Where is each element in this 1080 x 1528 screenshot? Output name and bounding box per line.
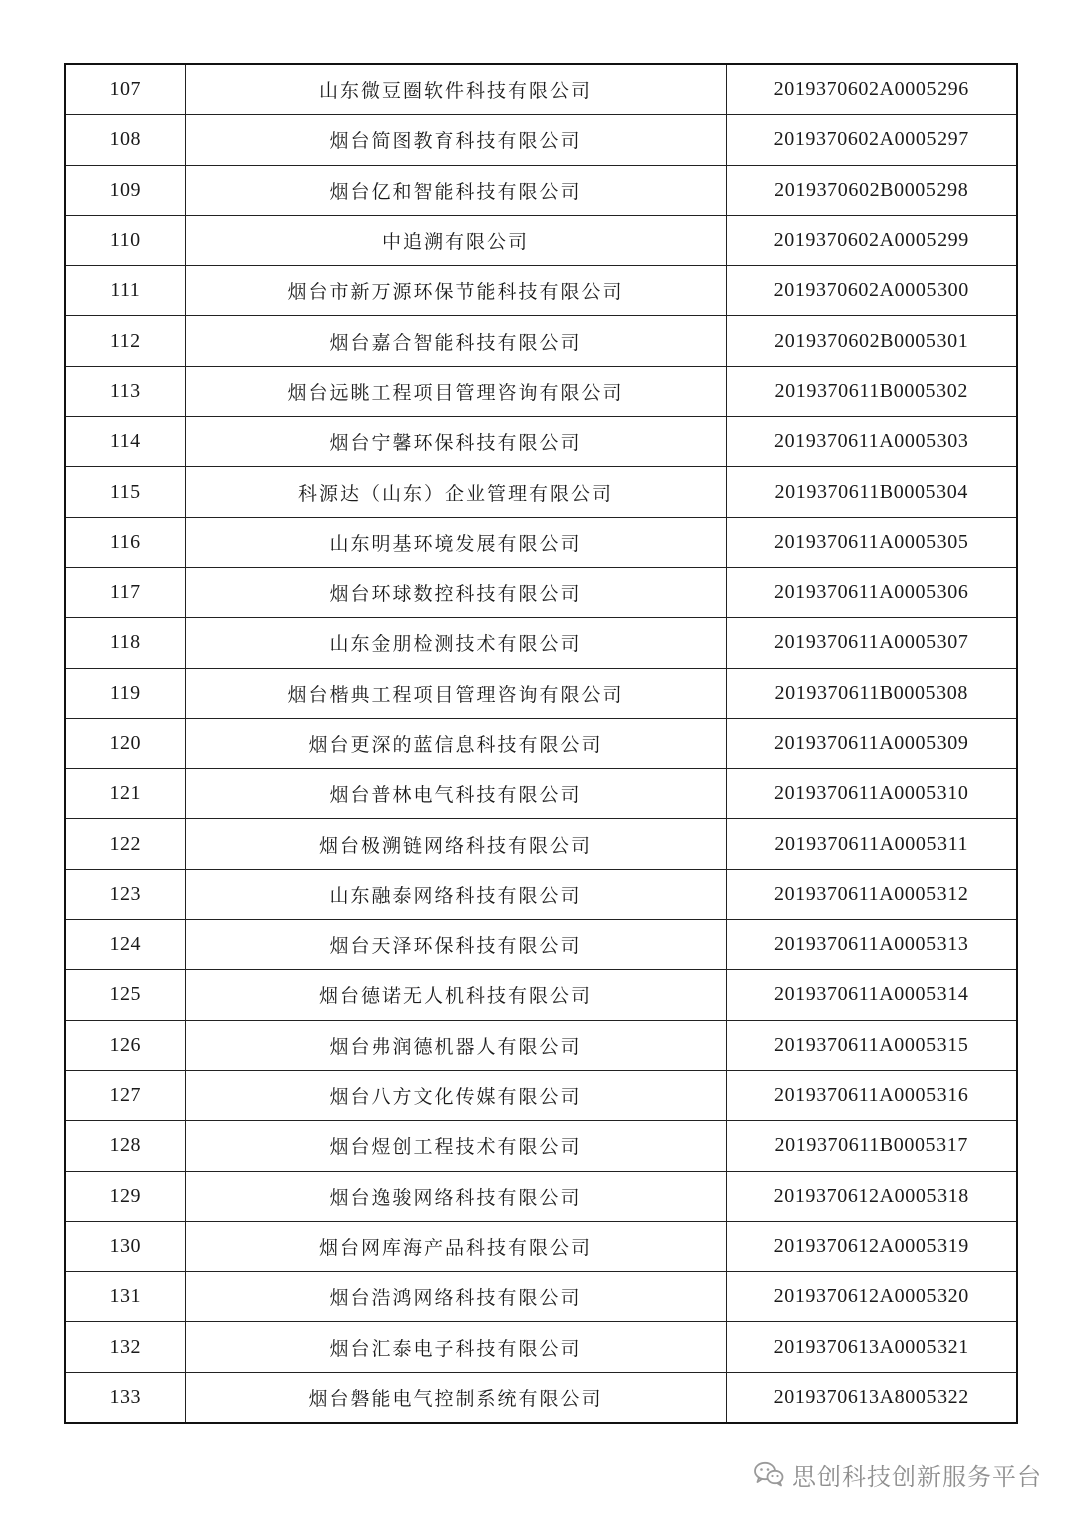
row-number: 120 <box>65 718 185 768</box>
table-row <box>65 64 1017 115</box>
table-row <box>65 215 1017 265</box>
table-row <box>65 618 1017 668</box>
table-row <box>65 366 1017 416</box>
registration-code: 2019370611A0005310 <box>726 769 1017 819</box>
row-number: 121 <box>65 769 185 819</box>
row-number: 115 <box>65 467 185 517</box>
company-name: 烟台汇泰电子科技有限公司 <box>185 1322 726 1372</box>
row-number: 108 <box>65 115 185 165</box>
registration-code: 2019370602B0005301 <box>726 316 1017 366</box>
company-registry-table <box>64 63 1018 1424</box>
company-name: 烟台网库海产品科技有限公司 <box>185 1221 726 1271</box>
table-row <box>65 970 1017 1020</box>
registration-code: 2019370602A0005296 <box>726 64 1017 115</box>
row-number: 119 <box>65 668 185 718</box>
row-number: 113 <box>65 366 185 416</box>
table-body <box>65 64 1017 1423</box>
company-name: 科源达（山东）企业管理有限公司 <box>185 467 726 517</box>
company-name: 烟台普林电气科技有限公司 <box>185 769 726 819</box>
registration-code: 2019370613A8005322 <box>726 1372 1017 1423</box>
table-row <box>65 920 1017 970</box>
company-name: 烟台浩鸿网络科技有限公司 <box>185 1272 726 1322</box>
registration-code: 2019370602A0005297 <box>726 115 1017 165</box>
company-name: 烟台八方文化传媒有限公司 <box>185 1070 726 1120</box>
registration-code: 2019370611B0005317 <box>726 1121 1017 1171</box>
company-name: 烟台环球数控科技有限公司 <box>185 567 726 617</box>
row-number: 124 <box>65 920 185 970</box>
table-row <box>65 769 1017 819</box>
row-number: 118 <box>65 618 185 668</box>
company-name: 山东融泰网络科技有限公司 <box>185 869 726 919</box>
table-row <box>65 316 1017 366</box>
table-row <box>65 266 1017 316</box>
registration-code: 2019370611A0005307 <box>726 618 1017 668</box>
row-number: 109 <box>65 165 185 215</box>
table-row <box>65 1322 1017 1372</box>
company-name: 烟台逸骏网络科技有限公司 <box>185 1171 726 1221</box>
registration-code: 2019370613A0005321 <box>726 1322 1017 1372</box>
table-row <box>65 417 1017 467</box>
table-row <box>65 1121 1017 1171</box>
company-name: 烟台更深的蓝信息科技有限公司 <box>185 718 726 768</box>
watermark-text: 思创科技创新服务平台 <box>792 1462 1042 1491</box>
registration-code: 2019370611A0005316 <box>726 1070 1017 1120</box>
table-row <box>65 1221 1017 1271</box>
table-row <box>65 869 1017 919</box>
registration-code: 2019370612A0005318 <box>726 1171 1017 1221</box>
row-number: 130 <box>65 1221 185 1271</box>
registration-code: 2019370611B0005304 <box>726 467 1017 517</box>
row-number: 127 <box>65 1070 185 1120</box>
registration-code: 2019370611A0005313 <box>726 920 1017 970</box>
row-number: 114 <box>65 417 185 467</box>
registration-code: 2019370611A0005306 <box>726 567 1017 617</box>
company-name: 烟台宁馨环保科技有限公司 <box>185 417 726 467</box>
registration-code: 2019370611A0005315 <box>726 1020 1017 1070</box>
registration-code: 2019370612A0005319 <box>726 1221 1017 1271</box>
row-number: 123 <box>65 869 185 919</box>
table-row <box>65 819 1017 869</box>
company-name: 山东微豆圈软件科技有限公司 <box>185 64 726 115</box>
company-name: 烟台德诺无人机科技有限公司 <box>185 970 726 1020</box>
registration-code: 2019370602A0005299 <box>726 215 1017 265</box>
company-name: 烟台简图教育科技有限公司 <box>185 115 726 165</box>
row-number: 112 <box>65 316 185 366</box>
registration-code: 2019370611A0005311 <box>726 819 1017 869</box>
company-name: 烟台嘉合智能科技有限公司 <box>185 316 726 366</box>
company-name: 烟台远眺工程项目管理咨询有限公司 <box>185 366 726 416</box>
registration-code: 2019370611B0005302 <box>726 366 1017 416</box>
table-row <box>65 1070 1017 1120</box>
registration-code: 2019370611A0005312 <box>726 869 1017 919</box>
table-row <box>65 668 1017 718</box>
row-number: 111 <box>65 266 185 316</box>
row-number: 133 <box>65 1372 185 1423</box>
table-row <box>65 115 1017 165</box>
company-name: 中追溯有限公司 <box>185 215 726 265</box>
company-name: 山东金朋检测技术有限公司 <box>185 618 726 668</box>
registration-code: 2019370612A0005320 <box>726 1272 1017 1322</box>
company-name: 烟台极溯链网络科技有限公司 <box>185 819 726 869</box>
source-watermark <box>754 1458 1042 1490</box>
row-number: 107 <box>65 64 185 115</box>
row-number: 128 <box>65 1121 185 1171</box>
registration-code: 2019370602A0005300 <box>726 266 1017 316</box>
company-name: 烟台磐能电气控制系统有限公司 <box>185 1372 726 1423</box>
table-row <box>65 718 1017 768</box>
row-number: 132 <box>65 1322 185 1372</box>
row-number: 125 <box>65 970 185 1020</box>
registration-code: 2019370611B0005308 <box>726 668 1017 718</box>
row-number: 116 <box>65 517 185 567</box>
table-row <box>65 165 1017 215</box>
company-name: 烟台煜创工程技术有限公司 <box>185 1121 726 1171</box>
company-name: 烟台楷典工程项目管理咨询有限公司 <box>185 668 726 718</box>
table-row <box>65 467 1017 517</box>
table-row <box>65 1020 1017 1070</box>
table-row <box>65 567 1017 617</box>
company-name: 山东明基环境发展有限公司 <box>185 517 726 567</box>
row-number: 129 <box>65 1171 185 1221</box>
company-name: 烟台亿和智能科技有限公司 <box>185 165 726 215</box>
row-number: 131 <box>65 1272 185 1322</box>
table-row <box>65 1272 1017 1322</box>
registration-code: 2019370611A0005305 <box>726 517 1017 567</box>
row-number: 117 <box>65 567 185 617</box>
registration-code: 2019370611A0005309 <box>726 718 1017 768</box>
row-number: 126 <box>65 1020 185 1070</box>
registration-code: 2019370611A0005303 <box>726 417 1017 467</box>
wechat-icon <box>754 1461 784 1487</box>
table-row <box>65 1372 1017 1423</box>
company-name: 烟台天泽环保科技有限公司 <box>185 920 726 970</box>
row-number: 122 <box>65 819 185 869</box>
table-row <box>65 517 1017 567</box>
row-number: 110 <box>65 215 185 265</box>
company-name: 烟台弗润德机器人有限公司 <box>185 1020 726 1070</box>
table-row <box>65 1171 1017 1221</box>
company-name: 烟台市新万源环保节能科技有限公司 <box>185 266 726 316</box>
registration-code: 2019370611A0005314 <box>726 970 1017 1020</box>
registration-code: 2019370602B0005298 <box>726 165 1017 215</box>
